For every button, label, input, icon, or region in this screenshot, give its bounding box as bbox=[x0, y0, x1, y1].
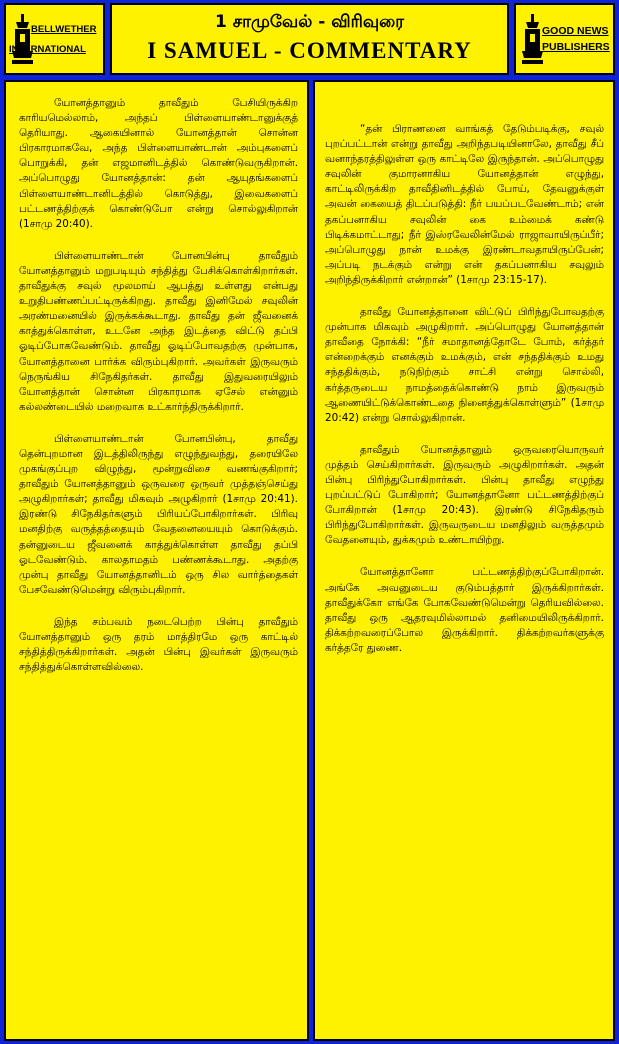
paragraph: தாவீது யோனத்தானை விட்டுப் பிரிந்துபோவதற்கு முன்பாக மிகவும் அழுகிறார். அப்பொழுது யோனத்தான் தாவீதை நோக்கி: “நீர் சமாதானத்தோடே போம், கர்த்தர் என்றைக்கும் எனக்கும் உமக்கும், என் சந்ததிக்கும் உமது சந்ததிக்கும், நடுநிற்கும் சாட்சி என்று சொல்லி, கர்த்தருடைய நாமத்தைக்கொண்டு நாம் இருவரும் ஆணையிட்டுக்கொண்டதை நினைத்துக்கொள்ளும்” (1சாமு 20:42) என்று சொல்லுகிறான். bbox=[325, 306, 604, 424]
title-banner bbox=[110, 3, 509, 75]
title-english: I SAMUEL - COMMENTARY bbox=[147, 38, 472, 63]
right-column bbox=[313, 80, 615, 1041]
title-tamil: 1 சாமுவேல் - விரிவுரை bbox=[215, 12, 404, 32]
good-news-icon bbox=[522, 14, 544, 66]
paragraph: யோனத்தானோ பட்டணத்திற்குப்போகிறான். அங்கே அவனுடைய குடும்பத்தார் இருக்கிறார்கள். தாவீதுக்கோ எங்கே போகவேண்டுமென்று தெரியவில்லை. தாவீது ஒரு ஆதரவுமில்லாமல் தனிமையிலிருக்கிறார். திக்கற்றவரைப்போல இருக்கிறார். திக்கற்றவர்களுக்கு கர்த்தரே துணை. bbox=[325, 566, 604, 654]
paragraph: பிள்ளையாண்டான் போனபின்பு, தாவீது தென்புறமான இடத்திலிருந்து எழுந்துவந்து, தரையிலே முகங்குப்புற விழுந்து, மூன்றுவிசை வணங்குகிறார்; தாவீதும் யோனத்தானும் ஒருவரை ஒருவர் முத்தஞ்செய்து அழுகிறார்கள்; தாவீது மிகவும் அழுகிறார் (1சாமு 20:41). இரண்டு சிநேகிதர்களும் பிரியப்போகிறார்கள். பிரிவு மனதிற்கு வருத்தத்தையும் வேதனையையும் கொடுக்கும். தன்னுடைய ஜீவனைக் காத்துக்கொள்ள தாவீது தப்பி ஓடவேண்டும். காலதாமதம் பண்ணக்கூடாது. அதற்கு முன்பு தாவீது யோனத்தானிடம் ஒரு சில வார்த்தைகள் பேசவேண்டுமென்று விரும்புகிறார். bbox=[19, 432, 298, 596]
paragraph: பிள்ளையாண்டான் போனபின்பு தாவீதும் யோனத்தானும் மறுபடியும் சந்தித்து பேசிக்கொள்கிறார்கள். தாவீதுக்கு சவுல் மூலமாய் ஆபத்து உள்ளது என்பது உறுதிபண்ணப்பட்டிருக்கிறது. தாவீது இனிமேல் சவுலின் அரண்மனையில் இருக்கக்கூடாது. தாவீது தன் ஜீவனைக் காத்துக்கொள்ள, உடனே அந்த இடத்தை விட்டு தப்பி ஓடிப்போகவேண்டும். தாவீது ஓடிப்போவதற்கு முன்பாக, யோனத்தானை பார்க்க விரும்புகிறார். அவர்கள் இருவரும் நெருங்கிய சிநேகிதர்கள். தாவீது இதுவரையிலும் யோனத்தான் சொன்ன பிரகாரமாக ஏசேல் என்னும் கல்லண்டையில் மறைவாக உட்கார்ந்திருக்கிறார். bbox=[19, 249, 298, 413]
bellwether-icon bbox=[12, 14, 34, 66]
left-column bbox=[4, 80, 309, 1041]
logo-text-line1: GOOD NEWS bbox=[542, 25, 609, 37]
logo-text-line1: BELLWETHER bbox=[31, 24, 97, 35]
bellwether-logo bbox=[4, 3, 105, 75]
paragraph: “தன் பிராணனை வாங்கத் தேடும்படிக்கு, சவுல் புறப்பட்டான் என்று தாவீது அறிந்தபடியினாலே, தாவீது சீப் வனாந்தரத்திலுள்ள ஒரு காட்டிலே இருந்தான். அப்பொழுது சவுலின் குமாரனாகிய யோனத்தான் எழுந்து, காட்டிலிருக்கிற தாவீதினிடத்தில் போய், தேவனுக்குள் அவன் கையைத் திடப்படுத்தி: நீர் பயப்படவேண்டாம்; என் தகப்பனாகிய சவுலின் கை உம்மைக் கண்டு பிடிக்கமாட்டாது; நீர் இஸ்ரவேலின்மேல் ராஜாவாயிருப்பீர்; அப்பொழுது நான் உமக்கு இரண்டாவதாயிருப்பேன்; அப்படி நடக்கும் என்று என் தகப்பனாகிய சவுலும் அறிந்திருக்கிறார் என்றான்” (1சாமு 23:15-17). bbox=[325, 123, 604, 286]
paragraph: யோனத்தானும் தாவீதும் பேசியிருக்கிற காரியமெல்லாம், அந்தப் பிள்ளையாண்டானுக்குத் தெரியாது. ஆகையினால் யோனத்தான் சொன்ன பிரகாரமாகவே, அந்த பிள்ளையாண்டான் அம்புகளைப் பொறுக்கி, தன் எஜமானிடத்தில் கொண்டுவருகிறான். அப்பொழுது யோனத்தான்: தன் ஆயுதங்களைப் பிள்ளையாண்டானிடத்தில் கொடுத்து, இவைகளைப் பட்டணத்திற்குக் கொண்டுபோ என்று சொல்லுகிறான் (1சாமு 20:40). bbox=[19, 97, 298, 230]
good-news-logo bbox=[514, 3, 615, 75]
logo-text-line2: INTERNATIONAL bbox=[9, 44, 86, 55]
paragraph: இந்த சம்பவம் நடைபெற்ற பின்பு தாவீதும் யோனத்தானும் ஒரு தரம் மாத்திரமே ஒரு காட்டில் சந்தித்திருக்கிறார்கள். அதன் பின்பு இவர்கள் இருவரும் சந்தித்துக்கொள்ளவில்லை. bbox=[19, 615, 298, 674]
paragraph: தாவீதும் யோனத்தானும் ஒருவரையொருவர் முத்தம் செய்கிறார்கள். இருவரும் அழுகிறார்கள். அதன் பின்பு பிரிந்துபோகிறார்கள். பின்பு தாவீது எழுந்து புறப்பட்டுப் போகிறார்; யோனத்தானோ பட்டணத்திற்குப் போகிறான் (1சாமு 20:43). இரண்டு சிநேகிதரும் பிரிந்துபோகிறார்கள். இருவருடைய மனதிலும் வருத்தமும் வேதனையும், துக்கமும் உண்டாயிற்று. bbox=[325, 443, 604, 547]
logo-text-line2: PUBLISHERS bbox=[542, 41, 610, 53]
